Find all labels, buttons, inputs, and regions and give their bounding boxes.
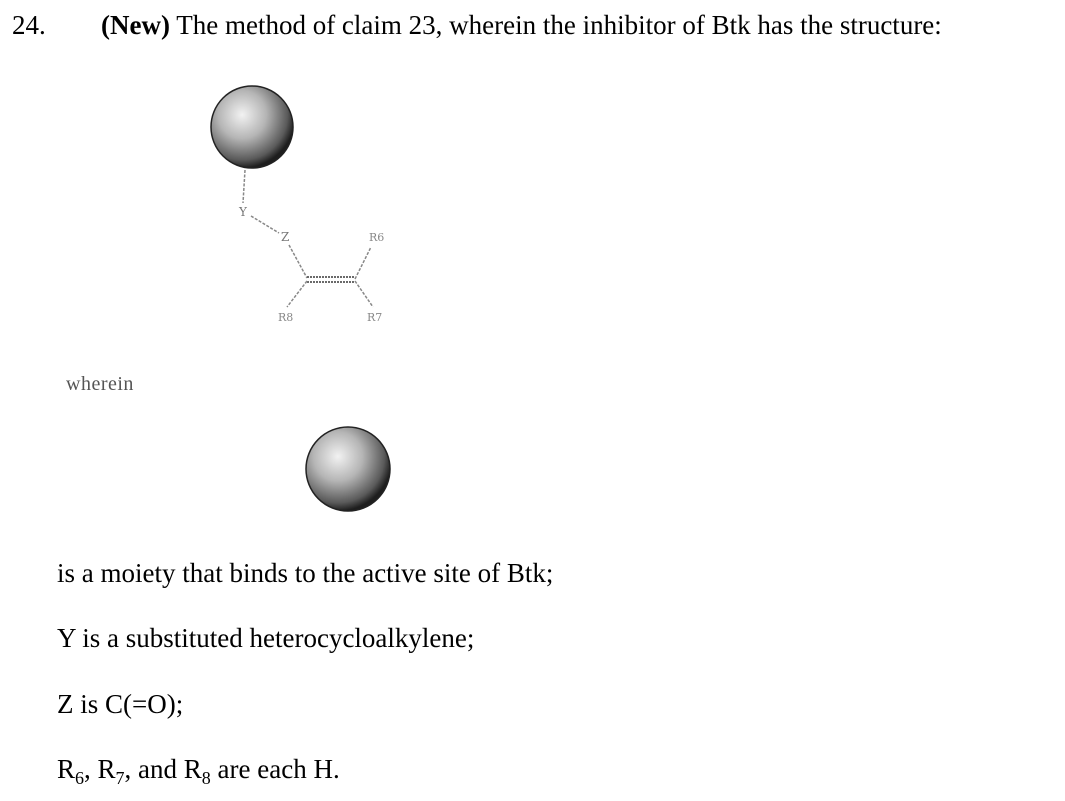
r-separator-1: ,: [84, 754, 98, 784]
definition-y: Y is a substituted heterocycloalkylene;: [57, 623, 475, 653]
atom-y-label: Y: [239, 205, 247, 219]
binding-moiety-sphere: [211, 86, 293, 168]
claim-number: 24.: [12, 10, 46, 40]
r8-letter: R: [183, 754, 202, 784]
atom-r7-label: R7: [367, 311, 383, 324]
r7-letter: R: [97, 754, 116, 784]
bond-sphere-y: [243, 170, 245, 203]
bond-c1-r8: [287, 281, 307, 307]
r6-subscript: 6: [75, 768, 85, 788]
r7-subscript: 7: [115, 768, 125, 788]
bond-z-c1: [289, 245, 307, 278]
r-separator-2: , and: [124, 754, 184, 784]
atom-r8-label: R8: [278, 311, 294, 324]
moiety-sphere-figure: [303, 424, 393, 514]
bond-c2-r7: [355, 281, 373, 307]
definition-moiety: is a moiety that binds to the active site of Btk;: [57, 558, 554, 588]
r8-subscript: 8: [201, 768, 211, 788]
moiety-sphere: [306, 427, 390, 511]
bond-y-z: [251, 216, 279, 233]
chemical-structure: [195, 85, 415, 335]
claim-heading: [0, 8, 1065, 42]
definition-r-groups: [57, 752, 340, 789]
r6-letter: R: [57, 754, 76, 784]
atom-z-label: Z: [281, 230, 290, 244]
definition-z: Z is C(=O);: [57, 689, 184, 719]
claim-body: [101, 8, 942, 42]
atom-r6-label: R6: [369, 231, 385, 244]
claim-status: (New): [101, 10, 170, 40]
r-line-tail: are each H.: [210, 754, 340, 784]
wherein-label: wherein: [66, 373, 134, 395]
bond-c2-r6: [355, 247, 371, 279]
claim-text: The method of claim 23, wherein the inhibitor of Btk has the structure:: [169, 10, 942, 40]
